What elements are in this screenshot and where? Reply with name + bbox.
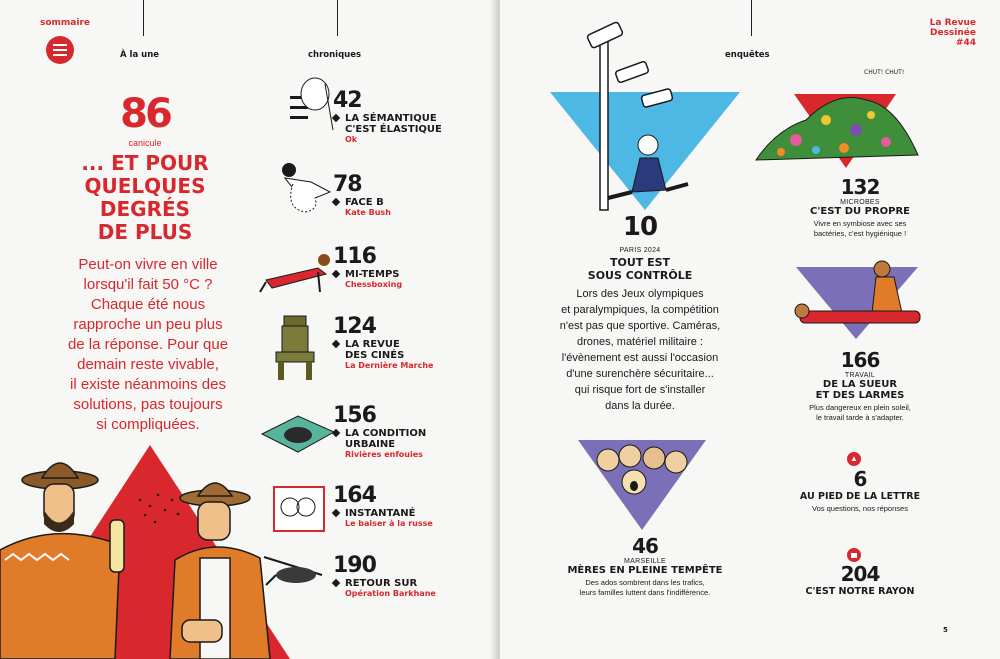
section-enquetes: enquêtes [725, 50, 770, 60]
feature-title [540, 256, 740, 282]
feature-body [770, 403, 950, 423]
cover-title-line: DE PLUS [97, 220, 193, 244]
feature-page-number: 166 [840, 348, 880, 372]
chronicle-item[interactable] [333, 553, 493, 598]
rule [337, 0, 338, 36]
feature-kicker: MARSEILLE [624, 558, 666, 565]
feature-body [770, 219, 950, 239]
chronicle-subtitle: Ok [345, 135, 358, 144]
chronicle-item[interactable] [333, 314, 493, 370]
masthead-line: La Revue [929, 18, 976, 28]
feature-body-line: l'évènement est aussi l'occasion [561, 352, 719, 364]
feature-item[interactable] [770, 348, 950, 423]
feature-title: C'EST DU PROPRE [809, 206, 911, 217]
cover-body-line: il existe néanmoins des [70, 376, 226, 393]
thumb-chessboxing-illustration [258, 250, 338, 296]
feature-body-line: Lors des Jeux olympiques [576, 288, 704, 300]
chronicle-title: FACE B [345, 197, 384, 208]
chronicle-title: RETOUR SUR [345, 578, 418, 589]
menu-icon[interactable] [46, 36, 74, 64]
feature-body-line: n'est pas que sportive. Caméras, [559, 320, 721, 332]
chronicle-title: MI-TEMPS [345, 269, 400, 280]
chronicle-page-number: 156 [333, 403, 376, 428]
cover-body-line: de la réponse. Pour que [67, 336, 229, 353]
section-chroniques: chroniques [308, 50, 362, 60]
thumb-helicopter-illustration [262, 545, 334, 597]
thumb-kate-bush-illustration [275, 158, 335, 216]
rule [751, 0, 752, 36]
feature-title-line: SOUS CONTRÔLE [587, 269, 693, 282]
cover-body-line: demain reste vivable, [77, 356, 219, 373]
cover-body-line: Chaque été nous [90, 296, 206, 313]
cover-body-line: si compliquées. [96, 416, 200, 433]
surveillance-illustration [548, 20, 748, 220]
chronicle-page-number: 190 [333, 553, 376, 578]
masthead-line: #44 [955, 38, 976, 48]
feature-text [540, 247, 740, 414]
feature-body [540, 286, 740, 414]
feature-page-number: 10 [622, 212, 658, 242]
cover-body [32, 255, 264, 435]
chronicle-subtitle: Chessboxing [345, 280, 403, 289]
masthead [906, 18, 976, 48]
chronicle-title: INSTANTANÉ [345, 508, 416, 519]
microbes-illustration [736, 60, 926, 175]
feature-item[interactable] [600, 212, 680, 242]
feature-kicker: TRAVAIL [844, 372, 876, 379]
chronicle-subtitle: Opération Barkhane [345, 589, 436, 598]
feature-page-number: 46 [632, 534, 658, 558]
chronicle-item[interactable] [333, 244, 493, 289]
chronicle-subtitle: Rivières enfouies [345, 450, 423, 459]
page-number: 5 [943, 626, 948, 634]
chronicle-page-number: 116 [333, 244, 376, 269]
shopping-bag-icon [847, 548, 861, 562]
feature-body-line: et paralympiques, la compétition [561, 304, 719, 316]
cover-body-line: rapproche un peu plus [73, 316, 223, 333]
cover-page-number[interactable]: 86 [120, 91, 170, 137]
chronicle-subtitle: Le baiser à la russe [345, 519, 433, 528]
chronicle-item[interactable] [333, 483, 493, 528]
feature-title [770, 379, 950, 401]
feature-body-line: dans la durée. [605, 400, 675, 412]
chronicle-item[interactable] [333, 403, 493, 459]
feature-title: MÈRES EN PLEINE TEMPÊTE [567, 565, 723, 576]
chronicle-title: LA REVUE [345, 339, 400, 350]
feature-body-line: Vivre en symbiose avec ses [813, 219, 907, 228]
cover-body-line: solutions, pas toujours [73, 396, 223, 413]
diamond-bullet-icon [332, 579, 340, 587]
chronicle-page-number: 164 [333, 483, 376, 508]
feature-item[interactable] [770, 467, 950, 514]
feature-body-line: leurs familles luttent dans l'indifférence. [579, 588, 711, 597]
feature-kicker: PARIS 2024 [619, 247, 661, 254]
feature-body-line: drones, matériel militaire : [577, 336, 703, 348]
feature-title: AU PIED DE LA LETTRE [799, 491, 921, 502]
chronicle-title: C'EST ÉLASTIQUE [345, 124, 442, 135]
feature-item[interactable] [550, 534, 740, 598]
right-page [500, 0, 1000, 659]
feature-body-line: bactéries, c'est hygiénique ! [813, 229, 907, 238]
diamond-bullet-icon [332, 509, 340, 517]
chronicle-title: LA CONDITION [345, 428, 427, 439]
chronicle-item[interactable] [333, 88, 493, 144]
chronicle-item[interactable] [333, 172, 493, 217]
diamond-bullet-icon [332, 429, 340, 437]
feature-item[interactable] [770, 562, 950, 597]
feature-page-number: 204 [840, 562, 880, 586]
diamond-bullet-icon [332, 270, 340, 278]
masthead-line: Dessinée [930, 28, 976, 38]
feature-page-number: 132 [840, 175, 880, 199]
diamond-bullet-icon [332, 340, 340, 348]
feature-body-line: d'une surenchère sécuritaire... [566, 368, 714, 380]
feature-title-line: ET DES LARMES [815, 390, 905, 401]
feature-item[interactable] [770, 175, 950, 239]
cover-title-line: DEGRÉS [99, 197, 191, 221]
comic-bubble-text: CHUT! CHUT! [864, 69, 905, 76]
feature-body-line: qui risque fort de s'installer [574, 384, 706, 396]
thumb-kiss-illustration [272, 485, 328, 535]
cover-title-line: ... ET POUR [81, 151, 209, 175]
cover-title-line: QUELQUES [84, 174, 206, 198]
feature-body-line: Des ados sombrent dans les trafics, [585, 578, 705, 587]
feature-body-line: le travail tarde à s'adapter. [816, 413, 904, 422]
thumb-river-illustration [258, 408, 338, 458]
chronicle-page-number: 124 [333, 314, 376, 339]
feature-page-number: 6 [853, 467, 867, 491]
rule [143, 0, 144, 36]
diamond-bullet-icon [332, 114, 340, 122]
diamond-bullet-icon [332, 198, 340, 206]
sommaire-label: sommaire [40, 18, 90, 28]
chronicle-page-number: 78 [333, 172, 362, 197]
left-page [0, 0, 494, 659]
chronicle-title: LA SÉMANTIQUE [345, 113, 437, 124]
chronicle-title: DES CINÉS [345, 350, 405, 361]
feature-body-line: Plus dangereux en plein soleil, [809, 403, 911, 412]
cover-body-line: lorsqu'il fait 50 °C ? [83, 276, 213, 293]
thumb-electric-chair-illustration [272, 312, 322, 382]
feature-title: C'EST NOTRE RAYON [805, 586, 915, 597]
section-a-la-une: À la une [120, 50, 160, 60]
work-illustration [790, 255, 950, 345]
cover-kicker: canicule [128, 138, 162, 148]
chronicle-title: URBAINE [345, 439, 396, 450]
chronicle-subtitle: Kate Bush [345, 208, 391, 217]
chronicle-subtitle: La Dernière Marche [345, 361, 434, 370]
chronicle-page-number: 42 [333, 88, 362, 113]
cover-body-line: Peut-on vivre en ville [78, 256, 218, 273]
feature-body [550, 578, 740, 598]
feature-title-line: DE LA SUEUR [822, 379, 898, 390]
cover-illustration [0, 440, 300, 659]
marseille-illustration [578, 438, 708, 530]
thumbs-up-icon: ▲ [847, 452, 861, 466]
feature-kicker: MICROBES [840, 199, 880, 206]
thumb-elastic-illustration [285, 74, 335, 132]
cover-title[interactable] [40, 152, 250, 244]
feature-title-line: TOUT EST [609, 256, 671, 269]
feature-body: Vos questions, nos réponses [812, 504, 908, 513]
